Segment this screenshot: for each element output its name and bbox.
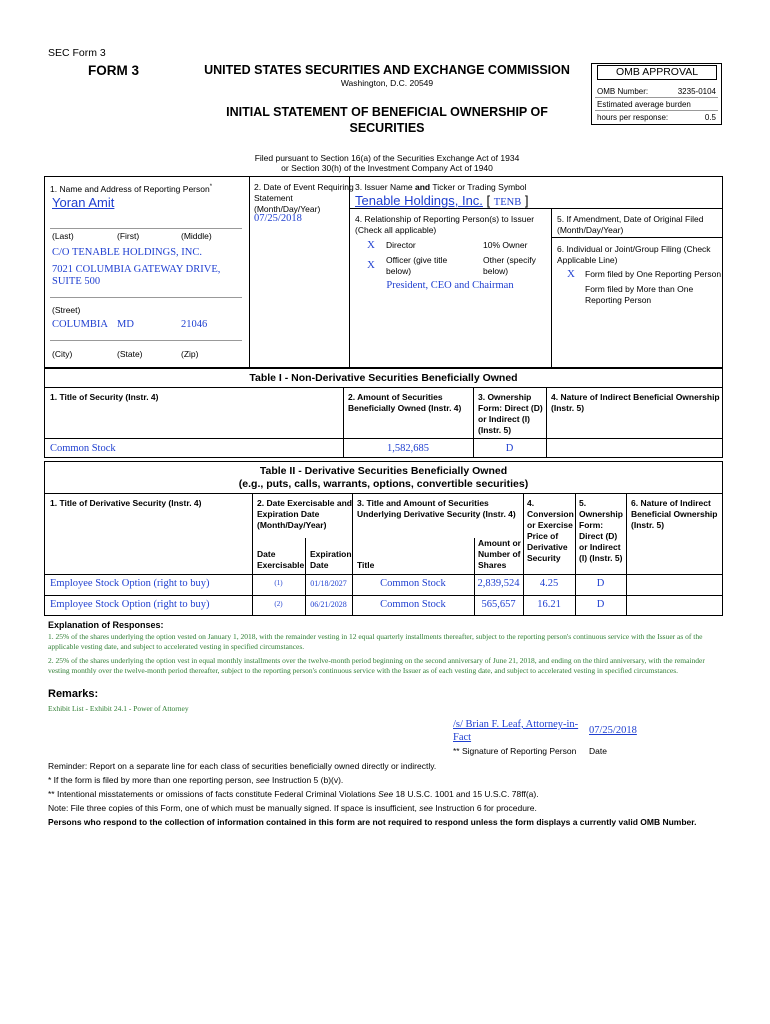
omb-hours: 0.5 (704, 113, 716, 122)
table2-rule (44, 493, 723, 494)
t1-row-form: D (505, 443, 514, 454)
reporting-person-name[interactable]: Yoran Amit (52, 195, 115, 210)
other-label: Other (specify below) (483, 255, 536, 276)
omb-number: 3235-0104 (677, 87, 716, 96)
t2-row1-title: Employee Stock Option (right to buy) (50, 578, 210, 589)
label-middle: (Middle) (181, 231, 212, 241)
t2-row2-expiration: 06/21/2028 (310, 600, 347, 609)
table2-col (352, 493, 353, 616)
t2-row1-underlying: Common Stock (380, 578, 446, 589)
label-state: (State) (117, 349, 143, 359)
address-line1: C/O TENABLE HOLDINGS, INC. (52, 247, 203, 258)
more-persons-label: Form filed by More than One Reporting Person (585, 284, 694, 305)
t2-header-amount: Amount or Number of Shares (478, 538, 521, 570)
t2-row1-expiration: 01/18/2027 (310, 579, 347, 588)
t2-row1-price: 4.25 (539, 578, 559, 589)
t2-row1-form: D (596, 578, 605, 589)
event-date: 07/25/2018 (254, 213, 302, 224)
box-divider (551, 237, 723, 238)
omb-number-label: OMB Number: (597, 87, 649, 96)
address-line3: SUITE 500 (52, 276, 101, 287)
box1-rule (50, 228, 242, 229)
form-number: FORM 3 (88, 63, 140, 78)
address-line2: 7021 COLUMBIA GATEWAY DRIVE, (52, 264, 221, 275)
box3-label: 3. Issuer Name and Ticker or Trading Symbol (355, 182, 527, 192)
form-title-line2: SECURITIES (349, 121, 425, 135)
box-divider (349, 208, 723, 209)
footnote-1: 1. 25% of the shares underlying the option vested on January 1, 2018, with the remainder vesting in 12 equal quarterly installments thereafter, subject to the reporting person's continuous service with the Issuer as of the applicable vesting date, and subject to accelerated vesting in specified circumstances. (48, 632, 703, 651)
file-copies-note: Note: File three copies of this Form, one of which must be manually signed. If space is insufficient, see Instruction 6 for procedure. (48, 803, 537, 813)
star-note: * If the form is filed by more than one reporting person, see Instruction 5 (b)(v). (48, 775, 344, 785)
t2-header-underlying: 3. Title and Amount of Securities Underlying Derivative Security (Instr. 4) (357, 498, 516, 519)
one-person-mark: X (567, 268, 575, 280)
table1-rule (44, 438, 723, 439)
box1-label: 1. Name and Address of Reporting Person* (50, 183, 213, 194)
t2-header-date-exercisable: Date Exercisable (257, 549, 305, 570)
t1-header-nature: 4. Nature of Indirect Beneficial Ownership (Instr. 5) (551, 392, 720, 413)
address-state: MD (117, 319, 134, 330)
officer-label: Officer (give title below) (386, 255, 448, 276)
table1-title: Table I - Non-Derivative Securities Beneficially Owned (249, 372, 518, 384)
one-person-label: Form filed by One Reporting Person (585, 269, 722, 279)
label-city: (City) (52, 349, 73, 359)
remarks-title: Remarks: (48, 688, 99, 700)
box1-rule (50, 297, 242, 298)
signature-date: 07/25/2018 (589, 725, 637, 736)
t2-row2-underlying: Common Stock (380, 599, 446, 610)
issuer-line: Tenable Holdings, Inc. [ TENB ] (355, 193, 529, 208)
double-star-note: ** Intentional misstatements or omissions of facts constitute Federal Criminal Violations See 18 U.S.C. 1001 and 15 U.S.C. 78ff(a). (48, 789, 539, 799)
table2-rule (44, 574, 723, 575)
t2-row2-price: 16.21 (537, 599, 561, 610)
ten-pct-label: 10% Owner (483, 240, 528, 250)
omb-approval-title: OMB APPROVAL (597, 65, 717, 80)
t1-row-title: Common Stock (50, 443, 116, 454)
omb-hours-label: hours per response: (597, 113, 669, 122)
t2-row1-exercisable: (1) (274, 579, 283, 587)
t2-header-conversion: 4. Conversion or Exercise Price of Derivative Security (527, 498, 574, 563)
omb-persons-note: Persons who respond to the collection of information contained in this form are not required to respond unless the form displays a currently valid OMB Number. (48, 817, 697, 827)
box1-rule (50, 340, 242, 341)
agency-city: Washington, D.C. 20549 (340, 78, 434, 88)
t2-row2-form: D (596, 599, 605, 610)
remarks-text: Exhibit List - Exhibit 24.1 - Power of Attorney (48, 704, 189, 713)
explanation-title: Explanation of Responses: (48, 620, 164, 630)
officer-mark: X (367, 259, 375, 271)
officer-title: President, CEO and Chairman (386, 280, 514, 291)
t2-header-expiration: Expiration Date (310, 549, 352, 570)
t2-header-ownership: 5. Ownership Form: Direct (D) or Indirect (I) (Instr. 5) (579, 498, 623, 563)
t1-row-amount: 1,582,685 (387, 443, 429, 454)
table2-title-line2: (e.g., puts, calls, warrants, options, convertible securities) (238, 478, 529, 490)
t2-row2-exercisable: (2) (274, 600, 283, 608)
table2-col (252, 493, 253, 616)
form-title-line1: INITIAL STATEMENT OF BENEFICIAL OWNERSHIP OF (226, 105, 548, 119)
t2-row2-title: Employee Stock Option (right to buy) (50, 599, 210, 610)
box6-label: 6. Individual or Joint/Group Filing (Check Applicable Line) (557, 244, 711, 265)
signature-link[interactable]: /s/ Brian F. Leaf, Attorney-in- Fact (453, 719, 579, 743)
box-divider (551, 208, 552, 368)
t1-header-form: 3. Ownership Form: Direct (D) or Indirect (I) (Instr. 5) (478, 392, 543, 435)
footnote-2: 2. 25% of the shares underlying the option vest in equal monthly installments over the twelve-month period beginning on the second anniversary of June 21, 2018, and ending on the third anniversary, with the remainder vesting monthly over the twelve-month period thereafter, subject to the reporting person's continuous service with the Issuer as of each vesting date, and subject to accelerated vesting in specified circumstances. (48, 656, 705, 675)
label-zip: (Zip) (181, 349, 199, 359)
director-mark: X (367, 239, 375, 251)
omb-burden-label: Estimated average burden (597, 100, 691, 109)
table2-col (523, 493, 524, 616)
omb-divider (595, 97, 718, 98)
table2-col (626, 493, 627, 616)
t1-header-amount: 2. Amount of Securities Beneficially Owned (Instr. 4) (348, 392, 462, 413)
t1-header-title: 1. Title of Security (Instr. 4) (50, 392, 159, 402)
label-street: (Street) (52, 305, 81, 315)
filed-pursuant-line1: Filed pursuant to Section 16(a) of the Securities Exchange Act of 1934 (254, 153, 520, 163)
agency-title: UNITED STATES SECURITIES AND EXCHANGE COMMISSION (204, 63, 570, 77)
ticker-symbol: TENB (493, 197, 522, 208)
address-city: COLUMBIA (52, 319, 109, 330)
t2-header-nature: 6. Nature of Indirect Beneficial Ownership (Instr. 5) (631, 498, 718, 530)
label-first: (First) (117, 231, 140, 241)
table2-rule (44, 595, 723, 596)
t2-header-dates: 2. Date Exercisable and Expiration Date (Month/Day/Year) (257, 498, 352, 530)
box4-label: 4. Relationship of Reporting Person(s) to Issuer (Check all applicable) (355, 214, 535, 235)
omb-divider (595, 110, 718, 111)
t2-row1-shares: 2,839,524 (477, 578, 520, 589)
signature-label: ** Signature of Reporting Person (453, 746, 577, 756)
table2-title-line1: Table II - Derivative Securities Beneficially Owned (259, 465, 508, 477)
address-zip: 21046 (181, 319, 208, 330)
box2-label: 2. Date of Event Requiring Statement (Month/Day/Year) (254, 182, 354, 214)
director-label: Director (386, 240, 416, 250)
table1-col (546, 387, 547, 458)
sec-form-label: SEC Form 3 (48, 47, 106, 59)
box5-label: 5. If Amendment, Date of Original Filed (Month/Day/Year) (557, 214, 704, 235)
issuer-name-link[interactable]: Tenable Holdings, Inc. (355, 193, 483, 208)
date-label: Date (589, 746, 607, 756)
t2-header-underlying-title: Title (357, 560, 375, 570)
filed-pursuant-line2: or Section 30(h) of the Investment Company Act of 1940 (281, 163, 493, 173)
table2-col (575, 493, 576, 616)
box-divider (249, 176, 250, 368)
t2-row2-shares: 565,657 (481, 599, 516, 610)
label-last: (Last) (52, 231, 74, 241)
t2-header-title: 1. Title of Derivative Security (Instr. 4) (50, 498, 202, 508)
reminder-text: Reminder: Report on a separate line for each class of securities beneficially owned directly or indirectly. (48, 761, 437, 771)
table1-rule (44, 387, 723, 388)
